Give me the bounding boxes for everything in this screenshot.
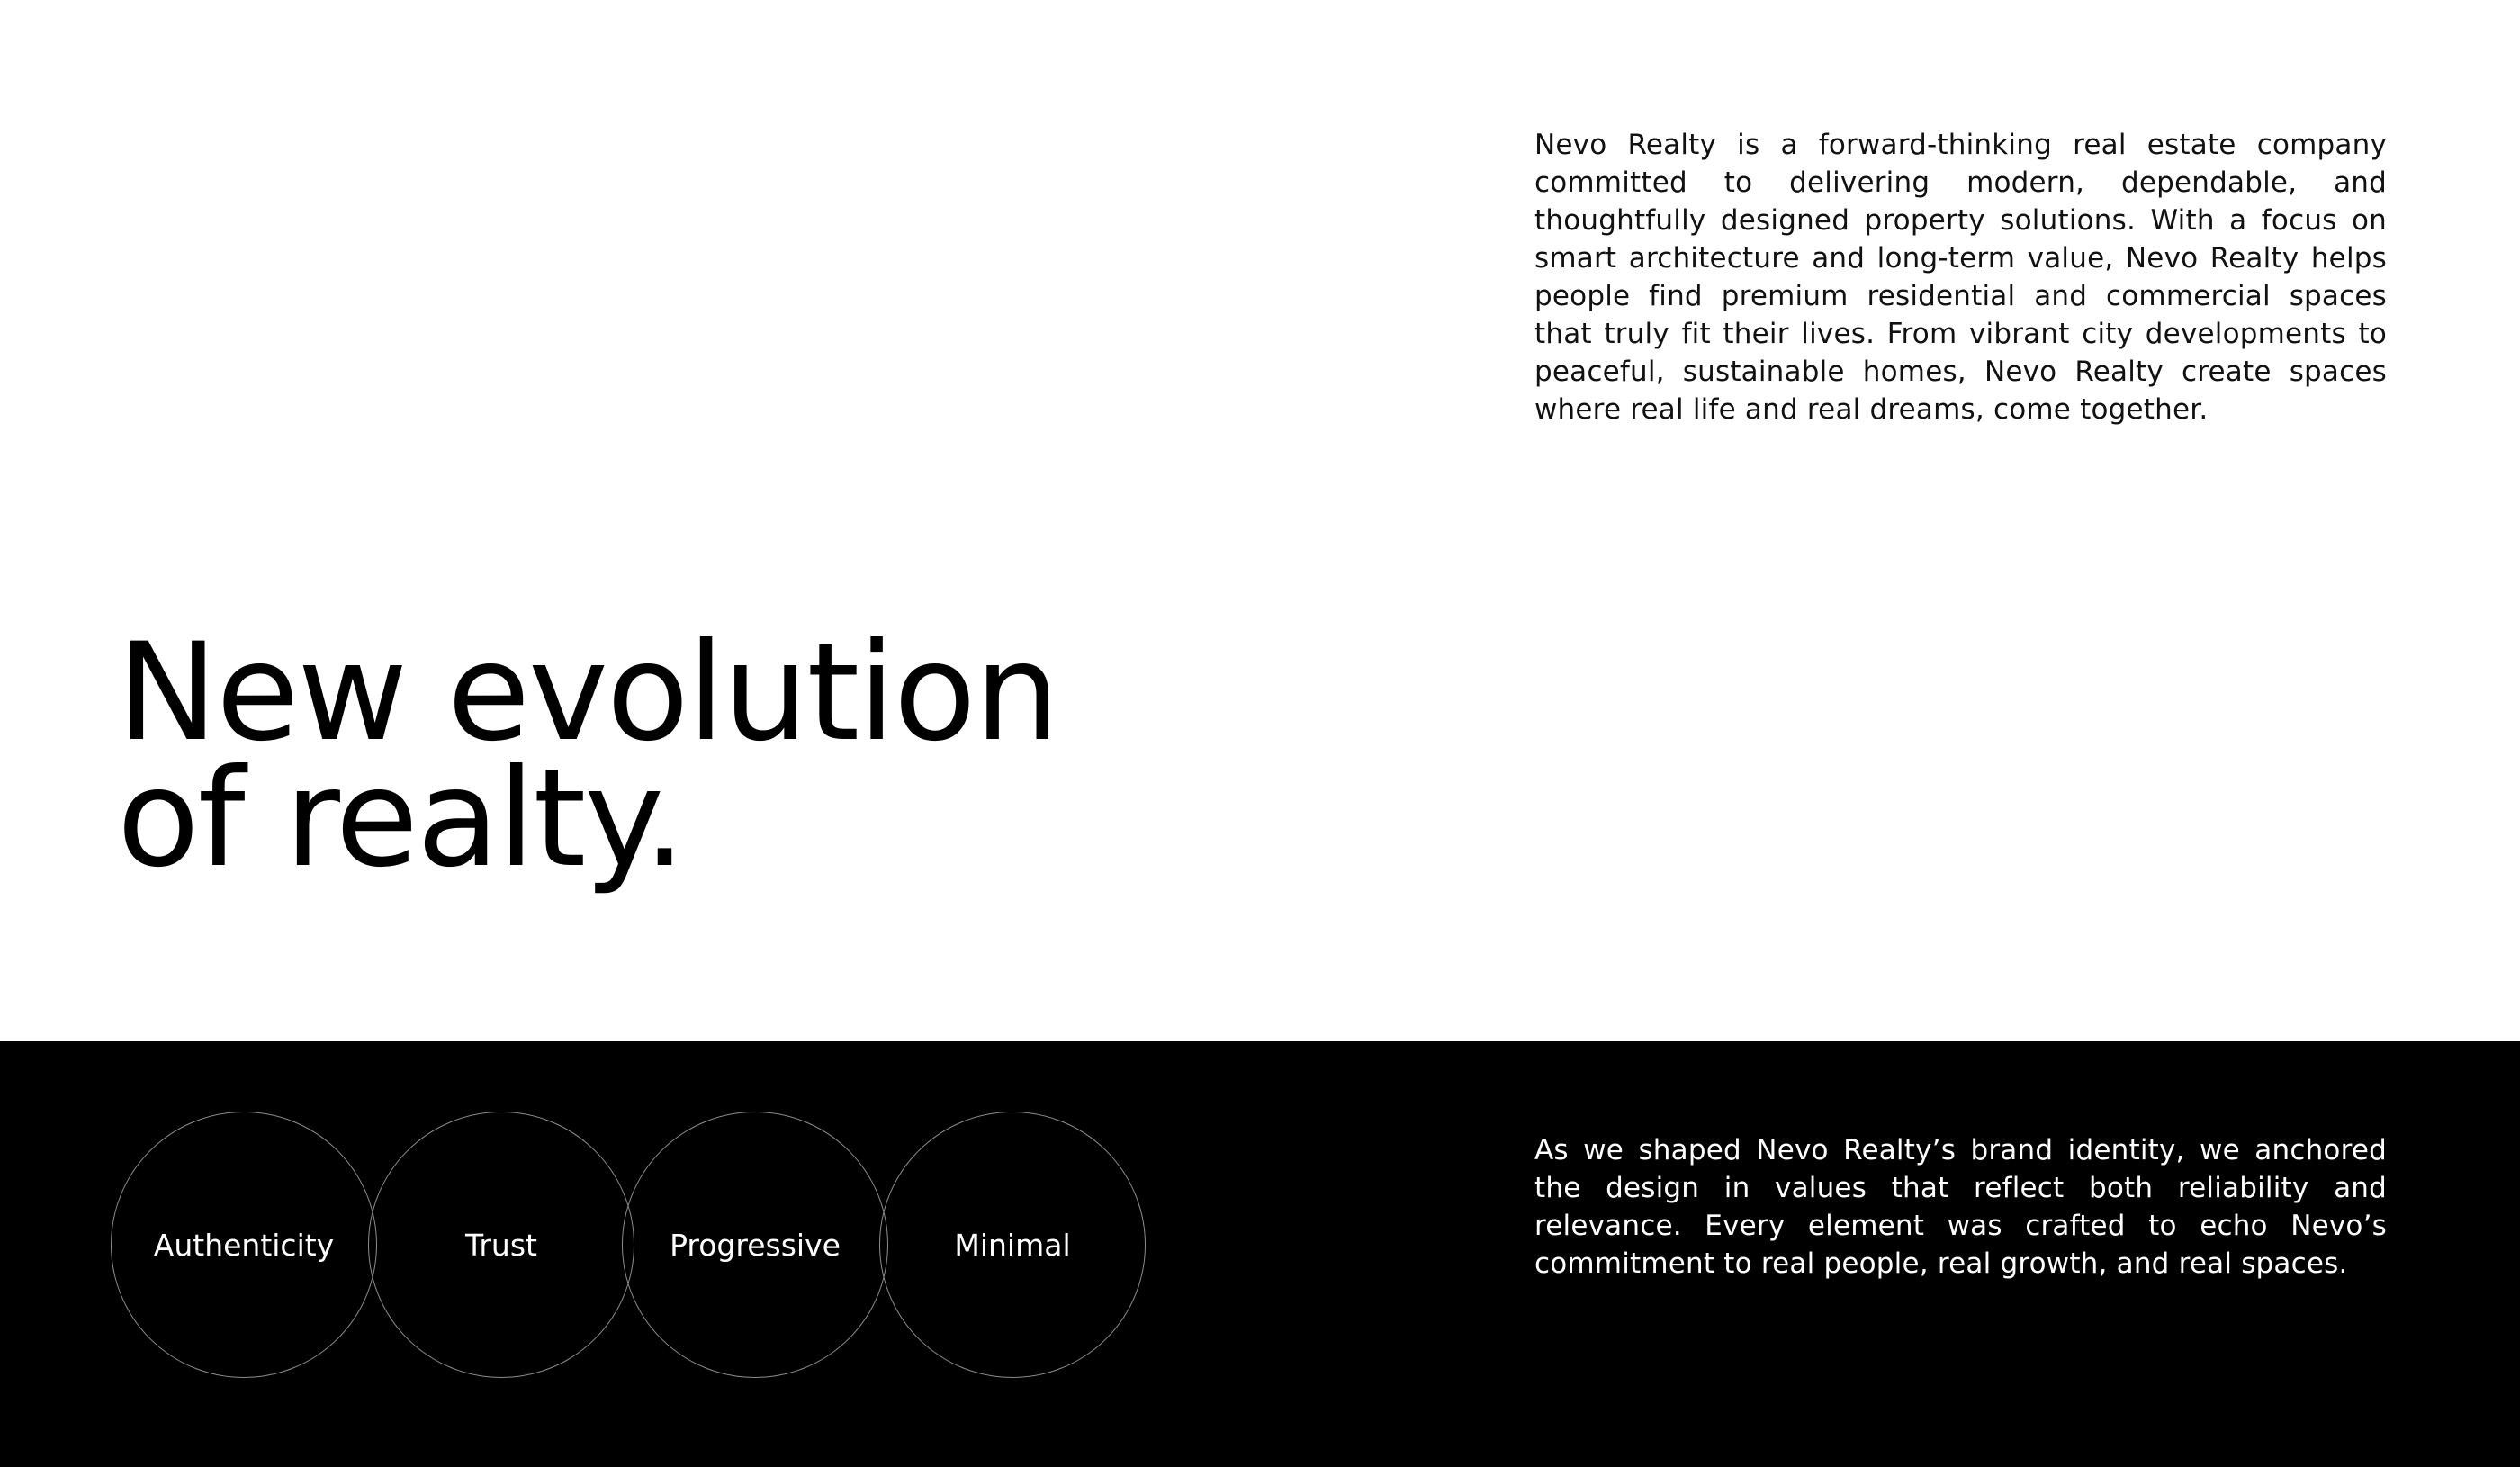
value-circle-minimal (879, 1112, 1146, 1378)
value-label: Progressive (670, 1227, 841, 1263)
values-section (0, 1041, 2520, 1467)
value-label: Trust (465, 1227, 537, 1263)
value-circle-authenticity (111, 1112, 377, 1378)
values-paragraph: As we shaped Nevo Realty’s brand identity, we anchored the design in values that reflect both reliability and relevance. Every element was crafted to echo Nevo’s commitment to real people, real growth, and real spaces. (1534, 1134, 2387, 1280)
page-headline (117, 615, 1058, 897)
intro-paragraph: Nevo Realty is a forward-thinking real estate company committed to delivering modern, dependable, and thoughtfully designed property solutions. With a focus on smart architecture and long-term value, Nevo Realty helps people find premium residential and commercial spaces that truly fit their lives. From vibrant city developments to peaceful, sustainable homes, Nevo Realty create spaces where real life and real dreams, come together. (1534, 129, 2387, 426)
headline-line-1: New evolution (117, 615, 1058, 771)
value-label: Authenticity (153, 1227, 335, 1263)
value-label: Minimal (954, 1227, 1071, 1263)
value-circle-trust (368, 1112, 634, 1378)
value-circle-progressive (622, 1112, 888, 1378)
headline-line-2: of realty. (117, 741, 685, 897)
